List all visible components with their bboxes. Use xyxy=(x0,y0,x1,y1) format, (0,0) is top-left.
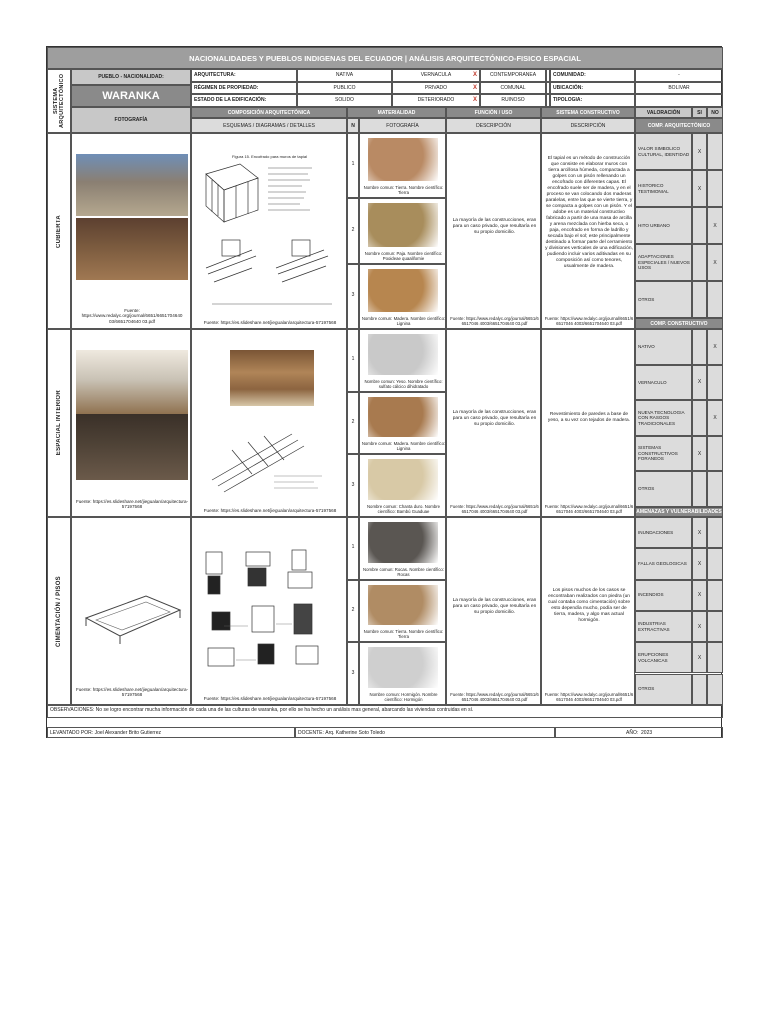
estado-option-label: SOLIDO xyxy=(335,97,354,104)
estado-option-label: DETERIORADO xyxy=(417,97,455,104)
cubierta-row-label: CUBIERTA xyxy=(56,214,62,248)
amenazas_items-item-label: INDUSTRIAS EXTRACTIVAS xyxy=(635,611,692,642)
ubicacion-value: BOLIVAR xyxy=(635,82,723,95)
cimentacion-material-cell xyxy=(359,517,446,580)
amenazas_items-si-mark: X xyxy=(692,548,707,579)
amenazas_items-item-label: INCENDIOS xyxy=(635,580,692,611)
cimentacion-material-photo xyxy=(368,522,438,563)
comp_arq_items-si-mark xyxy=(692,207,707,244)
regimen-option-label: PUBLICO xyxy=(333,84,356,91)
espacial-interior-row-label-cell xyxy=(47,329,71,517)
x-mark: X xyxy=(472,84,477,91)
regimen-option xyxy=(480,82,546,95)
amenazas_items-si-mark: X xyxy=(692,642,707,673)
sistema-label: SISTEMA ARQUITECTÓNICO xyxy=(53,73,65,129)
cimentacion-photo-cell xyxy=(71,517,191,705)
sistema-constructivo-header: SISTEMA CONSTRUCTIVO xyxy=(541,107,635,118)
composicion-header: COMPOSICIÓN ARQUITECTÓNICA xyxy=(191,107,347,118)
cubierta-material-caption: Nombre comun: Paja. Nombre científico: Pooideae quaalifornie xyxy=(364,250,443,261)
amenazas_items-item-label: INUNDACIONES xyxy=(635,517,692,548)
amenazas_items-no-mark xyxy=(707,580,723,611)
comp_constructivo_items-item-label: OTROS xyxy=(635,471,692,507)
cimentacion-funcion-cell xyxy=(446,517,541,705)
espacial-interior-material-cell xyxy=(359,329,446,392)
amenazas_items-si-mark: X xyxy=(692,580,707,611)
cubierta-funcion-desc: La mayoría de las construcciones, eran para un caso privado, que resultaría en su propio domicilio. xyxy=(452,218,537,235)
comp_constructivo_items-no-mark xyxy=(707,471,723,507)
cubierta-material-cell xyxy=(359,264,446,329)
comp_arq_items-no-mark xyxy=(707,133,723,170)
cimentacion-photo-source: Fuente: https://es.slideshare.net/jiegualan/arquitectura-57197568 xyxy=(75,686,189,697)
regimen-option xyxy=(297,82,392,95)
comp-constructivo-header: COMP. CONSTRUCTIVO xyxy=(635,318,723,329)
foundation-drawing xyxy=(76,558,188,658)
sheet-title: NACIONALIDADES Y PUEBLOS INDIGENAS DEL ECUADOR | ANÁLISIS ARQUITECTÓNICO-FISICO ESPACIAL xyxy=(47,47,723,69)
cubierta-photo-source: Fuente: https://www.redalyc.org/journal/6651/6651704640 03/6651704640 03.pdf xyxy=(81,307,183,324)
levantado-por xyxy=(47,727,295,738)
cimentacion-sistema-desc: Los pisos muchos de los casos se encontraban realizados con piedra (un cual contaba como cimentación) sobre esto dependía mucho, podía ser de tierra, madera, y algo mas actual hormigón. xyxy=(547,588,631,623)
levantado-label: LEVANTADO POR: xyxy=(50,729,94,736)
amenazas_items-item-label: OTROS xyxy=(635,674,692,705)
espacial-interior-material-number: 2 xyxy=(347,392,359,455)
espacial-interior-sketch-source: Fuente: https://es.slideshare.net/jiegualan/arquitectura-57197568 xyxy=(203,508,337,513)
espacial-interior-material-number: 3 xyxy=(347,454,359,517)
fotografia-col-header: FOTOGRAFÍA xyxy=(359,118,446,133)
espacial-interior-material-cell xyxy=(359,454,446,517)
cimentacion-material-number: 3 xyxy=(347,642,359,705)
cubierta-material-photo xyxy=(368,138,438,181)
cubierta-material-number: 1 xyxy=(347,133,359,198)
cubierta-photo-cell xyxy=(71,133,191,329)
comp_arq_items-item-label: HISTORICO TESTIMONIAL xyxy=(635,170,692,207)
cimentacion-photo xyxy=(76,558,188,658)
estado-option xyxy=(297,94,392,107)
descripcion2-header: DESCRIPCIÓN xyxy=(541,118,635,133)
docente-label: DOCENTE: xyxy=(298,729,324,736)
esquemas-header: ESQUEMAS / DIAGRAMAS / DETALLES xyxy=(191,118,347,133)
cimentacion-sketch-cell xyxy=(191,517,347,705)
espacial-interior-material-photo xyxy=(368,334,438,375)
arquitectura-option xyxy=(392,69,480,82)
tipologia-label: TIPOLOGIA: xyxy=(550,94,635,107)
cubierta-photo xyxy=(76,218,188,280)
amenazas_items-si-mark: X xyxy=(692,611,707,642)
amenazas_items-no-mark xyxy=(707,517,723,548)
estado-option xyxy=(392,94,480,107)
cubierta-sketch-source: Fuente: https://es.slideshare.net/jiegualan/arquitectura-57197568 xyxy=(203,320,337,325)
espacial-interior-sistema-source: Fuente: https://www.redalyc.org/journal/6651/6 6517046 4003/6651704640 03.pdf xyxy=(544,504,634,514)
cimentacion-material-number: 2 xyxy=(347,580,359,643)
espacial-interior-material-caption: Nombre comun: Yeso. Nombre científico: sulfato cálcico dihidratado xyxy=(364,378,443,389)
comp_constructivo_items-no-mark xyxy=(707,436,723,472)
cimentacion-material-cell xyxy=(359,642,446,705)
cubierta-material-photo xyxy=(368,269,438,312)
cimentacion-sketch-source: Fuente: https://es.slideshare.net/jiegualan/arquitectura-57197568 xyxy=(203,696,337,701)
regimen-option-label: PRIVADO xyxy=(424,84,448,91)
wood-ceiling-photo xyxy=(230,350,314,406)
comp_arq_items-no-mark: X xyxy=(707,207,723,244)
comunidad-value: - xyxy=(635,69,723,82)
foundation-sketch xyxy=(192,532,347,692)
arquitectura-option xyxy=(480,69,546,82)
cimentacion-material-cell xyxy=(359,580,446,643)
comp_constructivo_items-si-mark xyxy=(692,471,707,507)
comp_arq_items-item-label: HITO URBANO xyxy=(635,207,692,244)
cimentacion-material-caption: Nombre comun: Hormigón. Nombre científico: Hormigón xyxy=(369,691,438,702)
no-header: NO xyxy=(707,107,723,118)
comp_constructivo_items-si-mark: X xyxy=(692,365,707,401)
espacial-interior-row-label: ESPACIAL INTERIOR xyxy=(56,390,62,456)
comp_constructivo_items-item-label: VERNACULO xyxy=(635,365,692,401)
materialidad-header: MATERIALIDAD xyxy=(347,107,446,118)
sistema-label-cell xyxy=(47,69,71,133)
comp_constructivo_items-si-mark xyxy=(692,329,707,365)
regimen-label: RÉGIMEN DE PROPIEDAD: xyxy=(191,82,297,95)
arquitectura-label: ARQUITECTURA: xyxy=(191,69,297,82)
espacial-interior-material-photo xyxy=(368,459,438,500)
comp_constructivo_items-item-label: NATIVO xyxy=(635,329,692,365)
espacial-interior-photo xyxy=(76,350,188,416)
espacial-interior-material-cell xyxy=(359,392,446,455)
pueblo-value: WARANKA xyxy=(71,85,191,107)
funcion-header: FUNCIÓN / USO xyxy=(446,107,541,118)
n-header: N xyxy=(347,118,359,133)
cubierta-material-number: 3 xyxy=(347,264,359,329)
espacial-interior-funcion-desc: La mayoría de las construcciones, eran para un caso privado, que resultaría en su propio domicilio. xyxy=(452,410,537,427)
cubierta-sistema-source: Fuente: https://www.redalyc.org/journal/6651/6 6517046 4003/6651704640 03.pdf xyxy=(544,316,634,326)
amenazas_items-no-mark xyxy=(707,611,723,642)
espacial-interior-funcion-source: Fuente: https://www.redalyc.org/journal/6651/6 6517046 4003/6651704640 03.pdf xyxy=(450,504,539,514)
cubierta-row-label-cell xyxy=(47,133,71,329)
comp_constructivo_items-no-mark: X xyxy=(707,400,723,436)
espacial-interior-sistema-cell xyxy=(541,329,635,517)
comp_arq_items-no-mark xyxy=(707,281,723,318)
comp_arq_items-si-mark xyxy=(692,244,707,281)
amenazas_items-no-mark xyxy=(707,642,723,673)
comp_arq_items-si-mark: X xyxy=(692,170,707,207)
cubierta-material-cell xyxy=(359,133,446,198)
amenazas_items-item-label: FALLAS GEOLOGICAS xyxy=(635,548,692,579)
espacial-interior-photo-cell xyxy=(71,329,191,517)
cubierta-material-caption: Nombre comun: Madera. Nombre científico: Lignina xyxy=(361,315,446,326)
cubierta-photo xyxy=(76,154,188,216)
regimen-option-label: COMUNAL xyxy=(500,84,526,91)
estado-label: ESTADO DE LA EDIFICACIÓN: xyxy=(191,94,297,107)
comp_arq_items-si-mark: X xyxy=(692,133,707,170)
tapial-sketch xyxy=(192,154,347,324)
comp_constructivo_items-no-mark: X xyxy=(707,329,723,365)
arquitectura-option-label: NATIVA xyxy=(335,72,354,79)
docente xyxy=(295,727,555,738)
estado-option-label: RUINOSO xyxy=(501,97,525,104)
amenazas_items-si-mark xyxy=(692,674,707,705)
comp_constructivo_items-si-mark: X xyxy=(692,436,707,472)
ubicacion-label: UBICACIÓN: xyxy=(550,82,635,95)
cimentacion-row-label: CIMENTACIÓN / PISOS xyxy=(56,575,62,647)
cimentacion-row-label-cell xyxy=(47,517,71,705)
espacial-interior-sistema-desc: Revestimiento de paredes a base de yeso, a su vez con tejados de madera. xyxy=(547,412,631,423)
cubierta-sistema-desc: El tapial es un método de construcción que consiste en elaborar muros con tierra arcillosa húmeda, compactada a golpes con un pisón rellenando un encofrado con diferentes capas. El encofrado suele ser de madera, y en el proceso se van colocando dos maderas paralelas, entre las que se vierte tierra, y se compacta a golpes con un pisón. Y el adobe es un material constructivo fabricado a partir de una masa de arcilla y arena mezclada con hierba seca, o paja, encofrado en forma de ladrillo y secada bajo el sol; este principalmente destinado a formar parte del cerramiento y divisiones verticales de una edificación, pudiendo incluir varios aditivadas en su composición así como tenores, usualmente de madera. xyxy=(545,156,633,269)
espacial-interior-funcion-cell xyxy=(446,329,541,517)
descripcion-header: DESCRIPCIÓN xyxy=(446,118,541,133)
cubierta-material-photo xyxy=(368,203,438,246)
valoracion-header: VALORACIÓN xyxy=(635,107,692,118)
anio-value: 2023 xyxy=(641,729,653,736)
tipologia-value xyxy=(635,94,723,107)
comp_arq_items-no-mark: X xyxy=(707,244,723,281)
levantado-value: Joel Alexander Brito Gutierrez xyxy=(94,729,161,736)
cimentacion-material-caption: Nombre comun: Tierra. Nombre científico: Tierra xyxy=(363,629,444,640)
cubierta-material-number: 2 xyxy=(347,198,359,263)
cubierta-funcion-source: Fuente: https://www.redalyc.org/journal/6651/6 6517046 4003/6651704640 03.pdf xyxy=(450,316,539,326)
comp_constructivo_items-item-label: NUEVA TECNOLOGIA CON RASGOS TRADICIONALES xyxy=(635,400,692,436)
cimentacion-funcion-desc: La mayoría de las construcciones, eran para un caso privado, que resultaría en su propio domicilio. xyxy=(452,598,537,615)
comp_arq_items-no-mark xyxy=(707,170,723,207)
comp_constructivo_items-no-mark xyxy=(707,365,723,401)
amenazas-header: AMENAZAS Y VULNERABILIDADES xyxy=(636,509,722,515)
si-header: SI xyxy=(692,107,707,118)
arquitectura-option-label: CONTEMPORANEA xyxy=(489,72,537,79)
estado-option xyxy=(480,94,546,107)
x-mark: X xyxy=(472,72,477,79)
anio xyxy=(555,727,723,738)
comp_arq_items-item-label: OTROS xyxy=(635,281,692,318)
sketch-caption: Figura 15. Encofrado para muros de tapial xyxy=(232,154,307,159)
cimentacion-material-number: 1 xyxy=(347,517,359,580)
comp_constructivo_items-item-label: SISTEMAS CONSTRUCTIVOS FORANEOS xyxy=(635,436,692,472)
cubierta-sistema-cell xyxy=(541,133,635,329)
arquitectura-option xyxy=(297,69,392,82)
espacial-interior-photo-source: Fuente: https://es.slideshare.net/jiegualan/arquitectura-57197568 xyxy=(75,498,189,509)
espacial-interior-material-caption: Nombre comun: Chanta duro. Nombre científico: Bambú Guaduae xyxy=(366,503,441,514)
fotografia-header: FOTOGRAFÍA xyxy=(71,107,191,133)
comp_arq_items-item-label: VALOR SIMBOLICO CULTURAL, IDENTIDAD xyxy=(635,133,692,170)
comp_arq_items-si-mark xyxy=(692,281,707,318)
observaciones: OBSERVACIONES: No se logro encontrar mucha información de cada una de las culturas de waranka, por ello se ha hecho un análisis mas general, abarcando las viviendas contruidas en sí. xyxy=(47,705,723,718)
espacial-interior-material-caption: Nombre comun: Madera. Nombre científico: Lignina xyxy=(361,441,446,452)
cubierta-material-cell xyxy=(359,198,446,263)
cimentacion-material-photo xyxy=(368,647,438,688)
espacial-interior-sketch-cell xyxy=(191,329,347,517)
cimentacion-sistema-cell xyxy=(541,517,635,705)
amenazas_items-no-mark xyxy=(707,674,723,705)
regimen-option xyxy=(392,82,480,95)
amenazas_items-no-mark xyxy=(707,548,723,579)
espacial-interior-material-photo xyxy=(368,397,438,438)
roof-frame-sketch xyxy=(192,420,347,500)
analysis-sheet xyxy=(46,46,722,738)
comp_arq_items-item-label: ADAPTACIONES ESPECIALES / NUEVOS USOS xyxy=(635,244,692,281)
cimentacion-material-photo xyxy=(368,585,438,626)
cimentacion-sistema-source: Fuente: https://www.redalyc.org/journal/6651/6 6517046 4003/6651704640 03.pdf xyxy=(544,692,634,702)
arquitectura-option-label: VERNACULA xyxy=(420,72,452,79)
anio-label: AÑO: xyxy=(626,729,639,736)
comp-arq-header: COMP. ARQUITECTÓNICO xyxy=(635,118,723,133)
cimentacion-funcion-source: Fuente: https://www.redalyc.org/journal/6651/6 6517046 4003/6651704640 03.pdf xyxy=(450,692,539,702)
comp_constructivo_items-si-mark xyxy=(692,400,707,436)
amenazas_items-si-mark: X xyxy=(692,517,707,548)
cubierta-funcion-cell xyxy=(446,133,541,329)
amenazas_items-item-label: ERUPCIONES VOLCANICAS xyxy=(635,642,692,673)
comunidad-label: COMUNIDAD: xyxy=(550,69,635,82)
espacial-interior-photo xyxy=(76,414,188,480)
x-mark: X xyxy=(472,97,477,104)
espacial-interior-material-number: 1 xyxy=(347,329,359,392)
docente-value: Arq. Katherine Soto Toledo xyxy=(325,729,385,736)
pueblo-label: PUEBLO - NACIONALIDAD: xyxy=(71,69,191,85)
cubierta-sketch-cell xyxy=(191,133,347,329)
cubierta-material-caption: Nombre comun: Tierra. Nombre científico: Tierra xyxy=(363,185,444,196)
cimentacion-material-caption: Nombre comun: Rocas. Nombre científico: Rocas xyxy=(363,566,444,577)
